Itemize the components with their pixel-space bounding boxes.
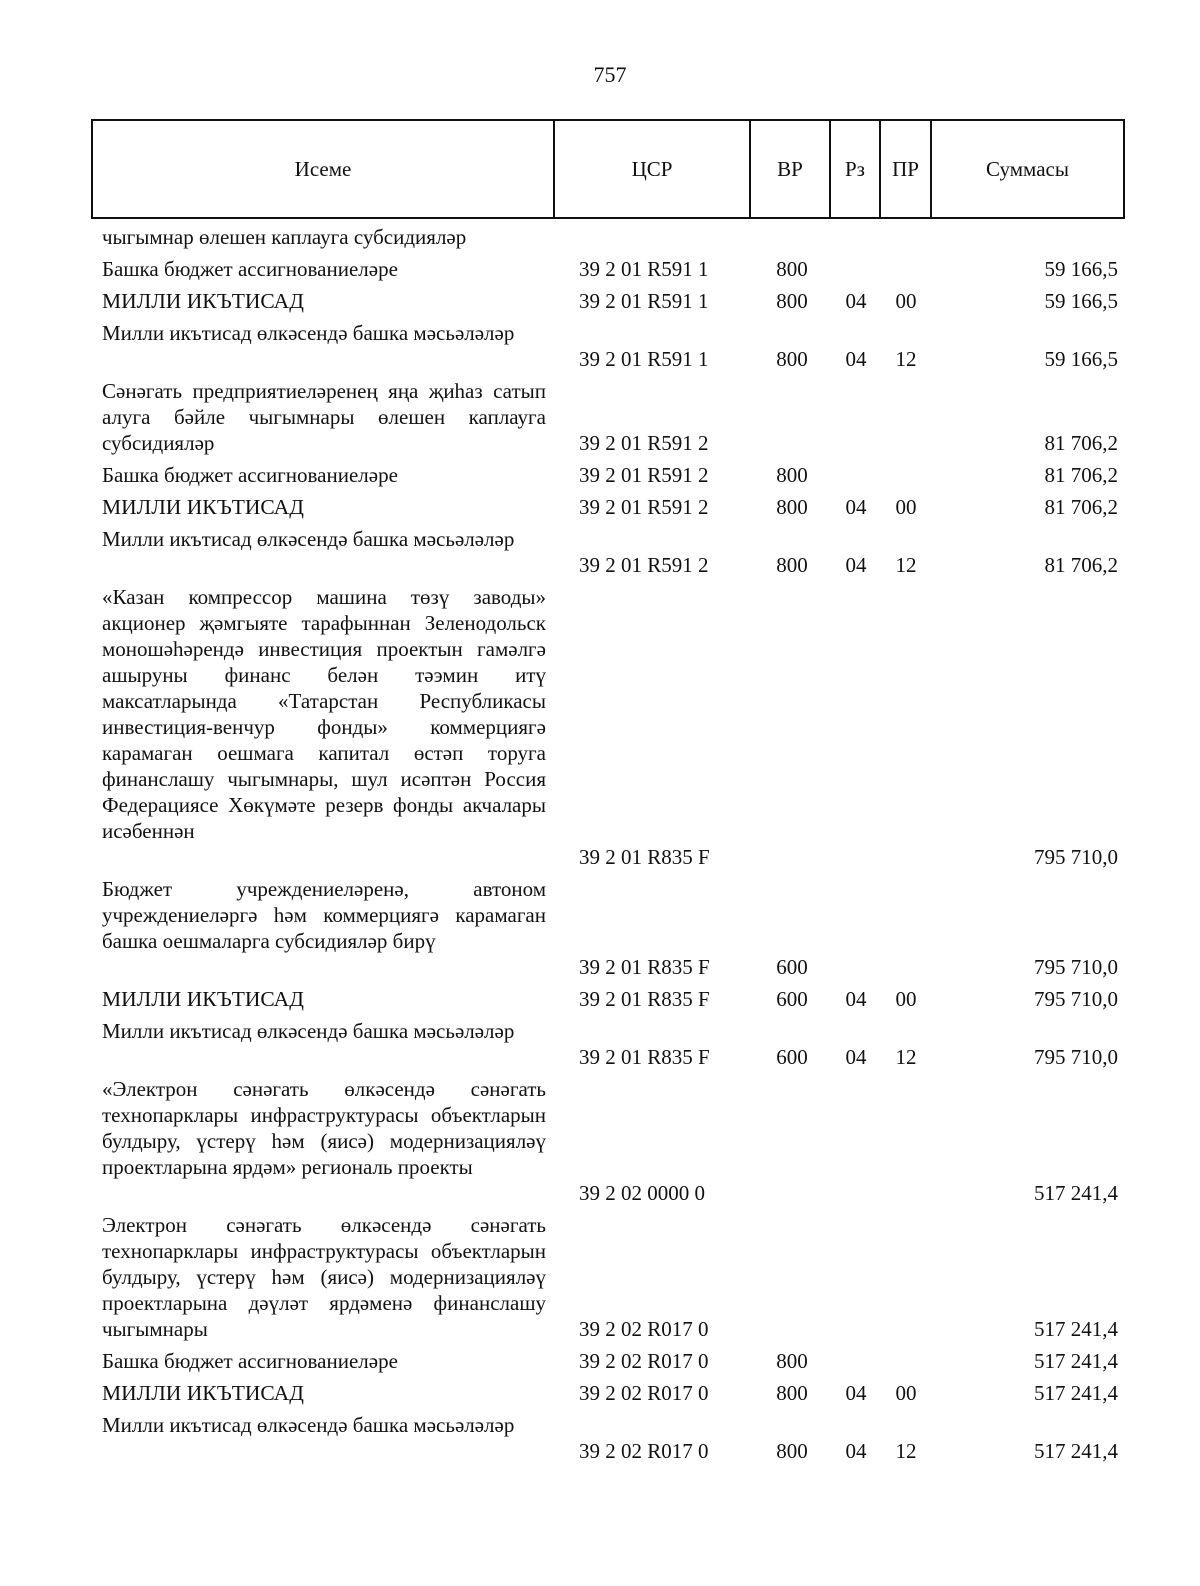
cell-vr: 800 (776, 347, 808, 371)
cell-sum: 81 706,2 (1044, 495, 1118, 519)
table-row (0, 1015, 1200, 1073)
cell-vr: 800 (776, 289, 808, 313)
cell-vr: 800 (776, 1349, 808, 1373)
cell-sum: 517 241,4 (1034, 1381, 1118, 1405)
cell-sum: 81 706,2 (1044, 553, 1118, 577)
cell-pr: 00 (895, 289, 917, 313)
table-row (0, 317, 1200, 375)
table-row (0, 523, 1200, 581)
cell-pr: 00 (895, 495, 917, 519)
cell-sum: 59 166,5 (1044, 289, 1118, 313)
cell-name: МИЛЛИ ИКЪТИСАД (102, 1381, 304, 1405)
cell-pr: 12 (895, 1439, 917, 1463)
cell-csr: 39 2 01 R591 2 (579, 553, 709, 577)
cell-rz: 04 (845, 289, 867, 313)
cell-sum: 795 710,0 (1034, 845, 1118, 869)
cell-sum: 517 241,4 (1034, 1439, 1118, 1463)
cell-sum: 795 710,0 (1034, 987, 1118, 1011)
table-row (0, 1209, 1200, 1345)
cell-sum: 81 706,2 (1044, 431, 1118, 455)
cell-vr: 800 (776, 495, 808, 519)
cell-csr: 39 2 02 R017 0 (579, 1381, 709, 1405)
cell-csr: 39 2 01 R591 1 (579, 257, 709, 281)
cell-rz: 04 (845, 987, 867, 1011)
cell-name: «Казан компрессор машина төзү заводы» акционер җәмгыяте тарафыннан Зеленодольск моношәһәрендә инвестиция проектын гамәлгә ашыруны финанс белән тәэмин итү максатларында «Татарстан Республикасы инвестиция-венчур фонды» коммерциягә карамаган оешмага капитал өстәп торуга финанслашу чыгымнары, шул исәптән Россия Федерациясе Хөкүмәте резерв фонды акчалары исәбеннән (102, 585, 546, 843)
cell-pr: 12 (895, 347, 917, 371)
header-vr: ВР (751, 121, 831, 217)
cell-sum: 517 241,4 (1034, 1181, 1118, 1205)
cell-name: МИЛЛИ ИКЪТИСАД (102, 495, 304, 519)
cell-name: Милли икътисад өлкәсендә башка мәсьәләләр (102, 321, 515, 345)
table-row (0, 459, 1200, 491)
cell-csr: 39 2 01 R835 F (579, 955, 710, 979)
cell-pr: 00 (895, 987, 917, 1011)
table-header (91, 119, 1125, 219)
cell-rz: 04 (845, 1045, 867, 1069)
header-name: Исеме (93, 121, 555, 217)
cell-vr: 600 (776, 955, 808, 979)
cell-csr: 39 2 01 R835 F (579, 987, 710, 1011)
cell-name: МИЛЛИ ИКЪТИСАД (102, 987, 304, 1011)
cell-name: Сәнәгать предприятиеләренең яңа җиһаз сатып алуга бәйле чыгымнары өлешен каплауга субсидияләр (102, 379, 546, 455)
cell-name: Милли икътисад өлкәсендә башка мәсьәләләр (102, 527, 515, 551)
cell-name: «Электрон сәнәгать өлкәсендә сәнәгать технопарклары инфраструктурасы объектларын булдыру, үстерү һәм (яисә) модернизацияләү проектларына ярдәм» региональ проекты (102, 1077, 546, 1179)
cell-vr: 600 (776, 987, 808, 1011)
table-row (0, 581, 1200, 873)
table-row (0, 983, 1200, 1015)
cell-csr: 39 2 01 R835 F (579, 1045, 710, 1069)
cell-csr: 39 2 01 R835 F (579, 845, 710, 869)
cell-rz: 04 (845, 553, 867, 577)
cell-sum: 517 241,4 (1034, 1317, 1118, 1341)
cell-vr: 800 (776, 1439, 808, 1463)
cell-vr: 800 (776, 463, 808, 487)
cell-rz: 04 (845, 347, 867, 371)
cell-sum: 517 241,4 (1034, 1349, 1118, 1373)
cell-csr: 39 2 02 0000 0 (579, 1181, 705, 1205)
table-row (0, 285, 1200, 317)
table-row (0, 253, 1200, 285)
cell-name: Милли икътисад өлкәсендә башка мәсьәләләр (102, 1019, 515, 1043)
cell-sum: 795 710,0 (1034, 1045, 1118, 1069)
cell-rz: 04 (845, 1381, 867, 1405)
header-csr: ЦСР (555, 121, 751, 217)
cell-pr: 12 (895, 1045, 917, 1069)
cell-rz: 04 (845, 495, 867, 519)
cell-sum: 59 166,5 (1044, 257, 1118, 281)
cell-csr: 39 2 01 R591 2 (579, 495, 709, 519)
cell-pr: 00 (895, 1381, 917, 1405)
page-number: 757 (593, 62, 627, 87)
table-row (0, 1409, 1200, 1467)
table-row (0, 1345, 1200, 1377)
cell-vr: 800 (776, 1381, 808, 1405)
cell-rz: 04 (845, 1439, 867, 1463)
table-row (0, 221, 1200, 253)
cell-sum: 795 710,0 (1034, 955, 1118, 979)
cell-pr: 12 (895, 553, 917, 577)
cell-csr: 39 2 02 R017 0 (579, 1317, 709, 1341)
cell-name: чыгымнар өлешен каплауга субсидияләр (102, 225, 467, 249)
cell-name: Милли икътисад өлкәсендә башка мәсьәләләр (102, 1413, 515, 1437)
cell-vr: 800 (776, 553, 808, 577)
cell-csr: 39 2 01 R591 2 (579, 463, 709, 487)
cell-csr: 39 2 01 R591 2 (579, 431, 709, 455)
table-row (0, 491, 1200, 523)
header-pr: ПР (881, 121, 932, 217)
cell-name: МИЛЛИ ИКЪТИСАД (102, 289, 304, 313)
cell-vr: 600 (776, 1045, 808, 1069)
cell-csr: 39 2 02 R017 0 (579, 1349, 709, 1373)
cell-name: Башка бюджет ассигнованиеләре (102, 257, 398, 281)
header-rz: Рз (831, 121, 881, 217)
cell-sum: 59 166,5 (1044, 347, 1118, 371)
cell-name: Башка бюджет ассигнованиеләре (102, 463, 398, 487)
table-row (0, 375, 1200, 459)
header-sum: Суммасы (986, 156, 1069, 181)
cell-csr: 39 2 01 R591 1 (579, 347, 709, 371)
table-body (0, 221, 1200, 1467)
cell-csr: 39 2 01 R591 1 (579, 289, 709, 313)
table-row (0, 1377, 1200, 1409)
cell-sum: 81 706,2 (1044, 463, 1118, 487)
cell-name: Электрон сәнәгать өлкәсендә сәнәгать технопарклары инфраструктурасы объектларын булдыру, үстерү һәм (яисә) модернизацияләү проектларына дәүләт ярдәменә финанслашу чыгымнары (102, 1213, 546, 1341)
cell-name: Башка бюджет ассигнованиеләре (102, 1349, 398, 1373)
table-row (0, 873, 1200, 983)
cell-csr: 39 2 02 R017 0 (579, 1439, 709, 1463)
table-row (0, 1073, 1200, 1209)
cell-name: Бюджет учреждениеләренә, автоном учреждениеләргә һәм коммерциягә карамаган башка оешмаларга субсидияләр бирү (102, 877, 546, 953)
cell-vr: 800 (776, 257, 808, 281)
